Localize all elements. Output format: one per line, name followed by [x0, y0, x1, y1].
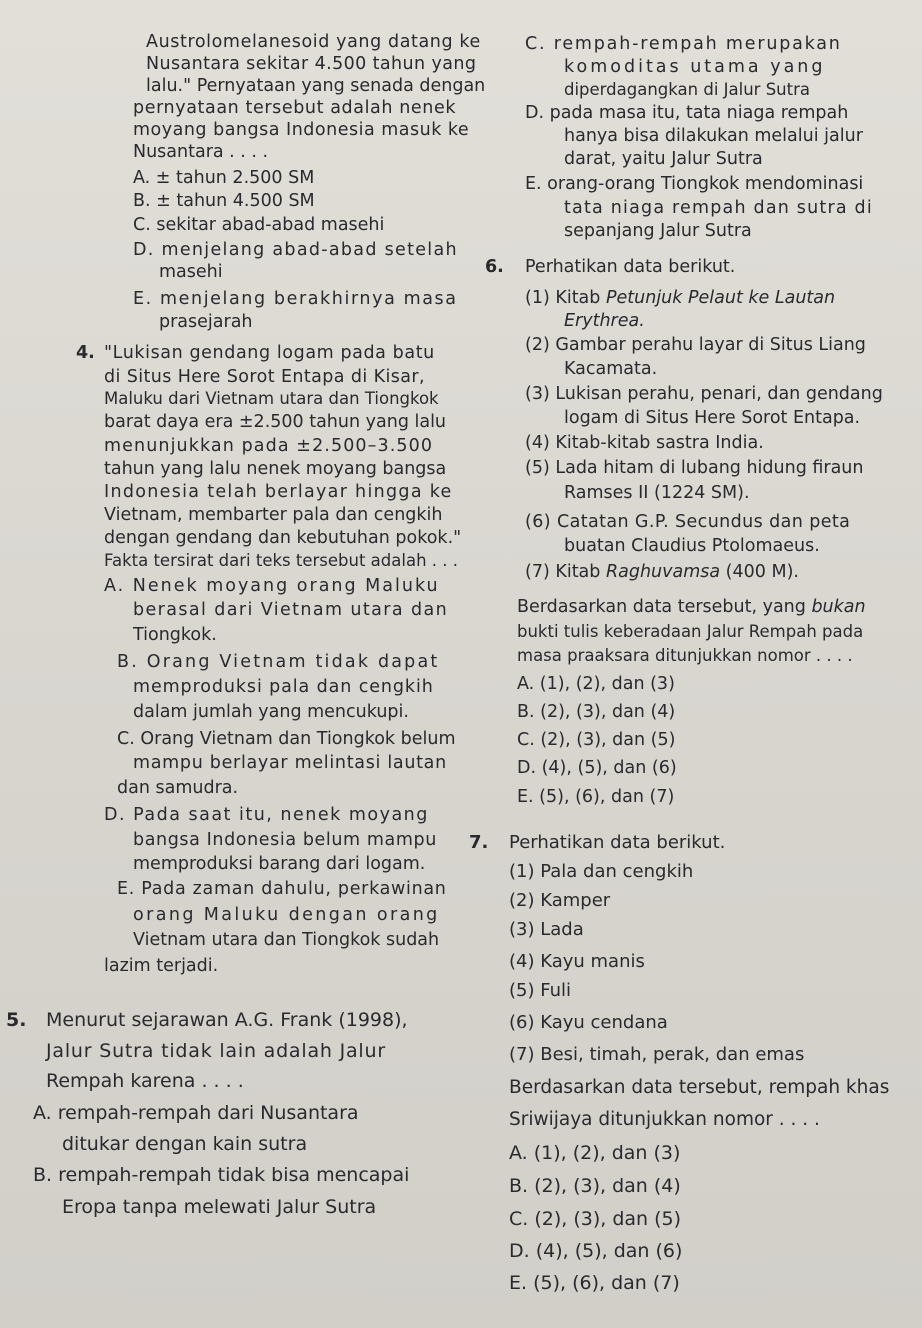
q3-stem-line: pernyataan tersebut adalah nenek [133, 98, 457, 118]
q6-option-c: C. (2), (3), dan (5) [517, 730, 676, 750]
q6-option-e: E. (5), (6), dan (7) [517, 787, 675, 807]
q5-option-b: B. rempah-rempah tidak bisa mencapai [33, 1164, 410, 1186]
q7-option-c: C. (2), (3), dan (5) [509, 1208, 682, 1230]
q7-intro: Perhatikan data berikut. [509, 832, 726, 853]
q3-option-a: A. ± tahun 2.500 SM [133, 168, 315, 188]
q5-option-e-cont: sepanjang Jalur Sutra [564, 221, 752, 241]
q6-question: Berdasarkan data tersebut, yang bukan [517, 597, 866, 617]
q5-option-c-cont: diperdagangkan di Jalur Sutra [564, 80, 811, 99]
q4-option-b-cont: dalam jumlah yang mencukupi. [133, 702, 409, 722]
q6-option-a: A. (1), (2), dan (3) [517, 674, 675, 694]
q5-option-c-cont: komoditas utama yang [564, 57, 826, 77]
q4-stem-line: di Situs Here Sorot Entapa di Kisar, [104, 367, 425, 387]
q4-option-a-cont: berasal dari Vietnam utara dan [133, 600, 449, 620]
q4-option-d-cont: bangsa Indonesia belum mampu [133, 830, 437, 850]
q4-stem-line: "Lukisan gendang logam pada batu [104, 343, 435, 363]
q4-option-d: D. Pada saat itu, nenek moyang [104, 805, 429, 825]
q7-item: (4) Kayu manis [509, 951, 645, 972]
q7-item: (6) Kayu cendana [509, 1012, 668, 1033]
q5-stem-line: Menurut sejarawan A.G. Frank (1998), [46, 1009, 408, 1031]
q4-stem-line: menunjukkan pada ±2.500–3.500 [104, 436, 434, 456]
q4-stem-line: Maluku dari Vietnam utara dan Tiongkok [104, 389, 439, 408]
q3-option-e: E. menjelang berakhirnya masa [133, 289, 458, 309]
q5-stem-line: Rempah karena . . . . [46, 1070, 244, 1092]
q6-item-3-cont: logam di Situs Here Sorot Entapa. [564, 408, 861, 428]
q6-item-2-cont: Kacamata. [564, 359, 658, 379]
q4-stem-line: tahun yang lalu nenek moyang bangsa [104, 459, 447, 479]
q3-option-e-cont: prasejarah [159, 312, 253, 332]
q4-option-c-cont: dan samudra. [117, 778, 239, 798]
q4-option-d-cont: memproduksi barang dari logam. [133, 854, 426, 874]
q6-item-6-cont: buatan Claudius Ptolomaeus. [564, 536, 820, 556]
q6-question-cont: masa praaksara ditunjukkan nomor . . . . [517, 646, 853, 665]
q7-option-d: D. (4), (5), dan (6) [509, 1240, 683, 1262]
q3-option-b: B. ± tahun 4.500 SM [133, 191, 315, 211]
q3-option-d-cont: masehi [159, 262, 223, 282]
q6-intro: Perhatikan data berikut. [525, 257, 736, 277]
q5-option-b-cont: Eropa tanpa melewati Jalur Sutra [62, 1196, 377, 1218]
q7-option-b: B. (2), (3), dan (4) [509, 1175, 681, 1197]
q4-option-c-cont: mampu berlayar melintasi lautan [133, 753, 447, 773]
q6-item-7: (7) Kitab Raghuvamsa (400 M). [525, 562, 799, 582]
q3-option-d: D. menjelang abad-abad setelah [133, 240, 458, 260]
q4-stem-line: Fakta tersirat dari teks tersebut adalah . . . [104, 551, 458, 570]
q7-option-a: A. (1), (2), dan (3) [509, 1142, 681, 1164]
q4-option-b: B. Orang Vietnam tidak dapat [117, 652, 440, 672]
q7-item: (5) Fuli [509, 980, 571, 1001]
q6-item-4: (4) Kitab-kitab sastra India. [525, 433, 764, 453]
q5-option-d-cont: darat, yaitu Jalur Sutra [564, 149, 763, 169]
q6-question-cont: bukti tulis keberadaan Jalur Rempah pada [517, 622, 864, 641]
q7-question: Berdasarkan data tersebut, rempah khas [509, 1077, 890, 1098]
q4-stem-line: Indonesia telah berlayar hingga ke [104, 482, 453, 502]
q5-option-e: E. orang-orang Tiongkok mendominasi [525, 174, 864, 194]
q6-option-b: B. (2), (3), dan (4) [517, 702, 676, 722]
q7-number: 7. [469, 832, 489, 853]
q5-number: 5. [6, 1009, 27, 1031]
q4-number: 4. [76, 343, 95, 363]
q6-item-2: (2) Gambar perahu layar di Situs Liang [525, 335, 866, 355]
q4-option-b-cont: memproduksi pala dan cengkih [133, 677, 434, 697]
q4-option-e-cont: Vietnam utara dan Tiongkok sudah [133, 930, 440, 950]
q6-item-5: (5) Lada hitam di lubang hidung firaun [525, 458, 864, 478]
q4-stem-line: Vietnam, membarter pala dan cengkih [104, 505, 443, 525]
q4-option-a: A. Nenek moyang orang Maluku [104, 576, 440, 596]
q4-option-e-cont: lazim terjadi. [104, 956, 219, 976]
q6-number: 6. [485, 257, 504, 277]
q4-stem-line: dengan gendang dan kebutuhan pokok." [104, 528, 462, 548]
q7-item: (3) Lada [509, 919, 584, 940]
q5-option-a-cont: ditukar dengan kain sutra [62, 1133, 308, 1155]
q5-stem-line: Jalur Sutra tidak lain adalah Jalur [46, 1040, 386, 1062]
q4-option-a-cont: Tiongkok. [133, 625, 217, 645]
q7-item: (2) Kamper [509, 890, 611, 911]
q7-item: (1) Pala dan cengkih [509, 861, 694, 882]
q5-option-a: A. rempah-rempah dari Nusantara [33, 1102, 359, 1124]
q3-stem-line: moyang bangsa Indonesia masuk ke [133, 120, 470, 140]
q6-item-1-cont: Erythrea. [564, 311, 645, 331]
q5-option-d-cont: hanya bisa dilakukan melalui jalur [564, 126, 863, 146]
q5-option-e-cont: tata niaga rempah dan sutra di [564, 198, 873, 218]
q7-item: (7) Besi, timah, perak, dan emas [509, 1044, 805, 1065]
q3-stem-line: Austrolomelanesoid yang datang ke [146, 32, 481, 52]
q3-stem-line: lalu." Pernyataan yang senada dengan [146, 76, 486, 96]
q5-option-d: D. pada masa itu, tata niaga rempah [525, 103, 849, 123]
q6-item-3: (3) Lukisan perahu, penari, dan gendang [525, 384, 883, 404]
q7-option-e: E. (5), (6), dan (7) [509, 1272, 680, 1294]
q3-stem-line: Nusantara . . . . [133, 142, 269, 162]
q4-option-e: E. Pada zaman dahulu, perkawinan [117, 879, 447, 899]
q4-option-c: C. Orang Vietnam dan Tiongkok belum [117, 729, 456, 749]
q6-item-1: (1) Kitab Petunjuk Pelaut ke Lautan [525, 288, 836, 308]
q6-item-5-cont: Ramses II (1224 SM). [564, 483, 750, 503]
q3-stem-line: Nusantara sekitar 4.500 tahun yang [146, 54, 477, 74]
q5-option-c: C. rempah-rempah merupakan [525, 34, 842, 54]
q4-stem-line: barat daya era ±2.500 tahun yang lalu [104, 412, 447, 432]
q6-option-d: D. (4), (5), dan (6) [517, 758, 677, 778]
q6-item-6: (6) Catatan G.P. Secundus dan peta [525, 512, 851, 532]
q3-option-c: C. sekitar abad-abad masehi [133, 215, 385, 235]
q4-option-e-cont: orang Maluku dengan orang [133, 905, 440, 925]
q7-question-cont: Sriwijaya ditunjukkan nomor . . . . [509, 1109, 820, 1130]
